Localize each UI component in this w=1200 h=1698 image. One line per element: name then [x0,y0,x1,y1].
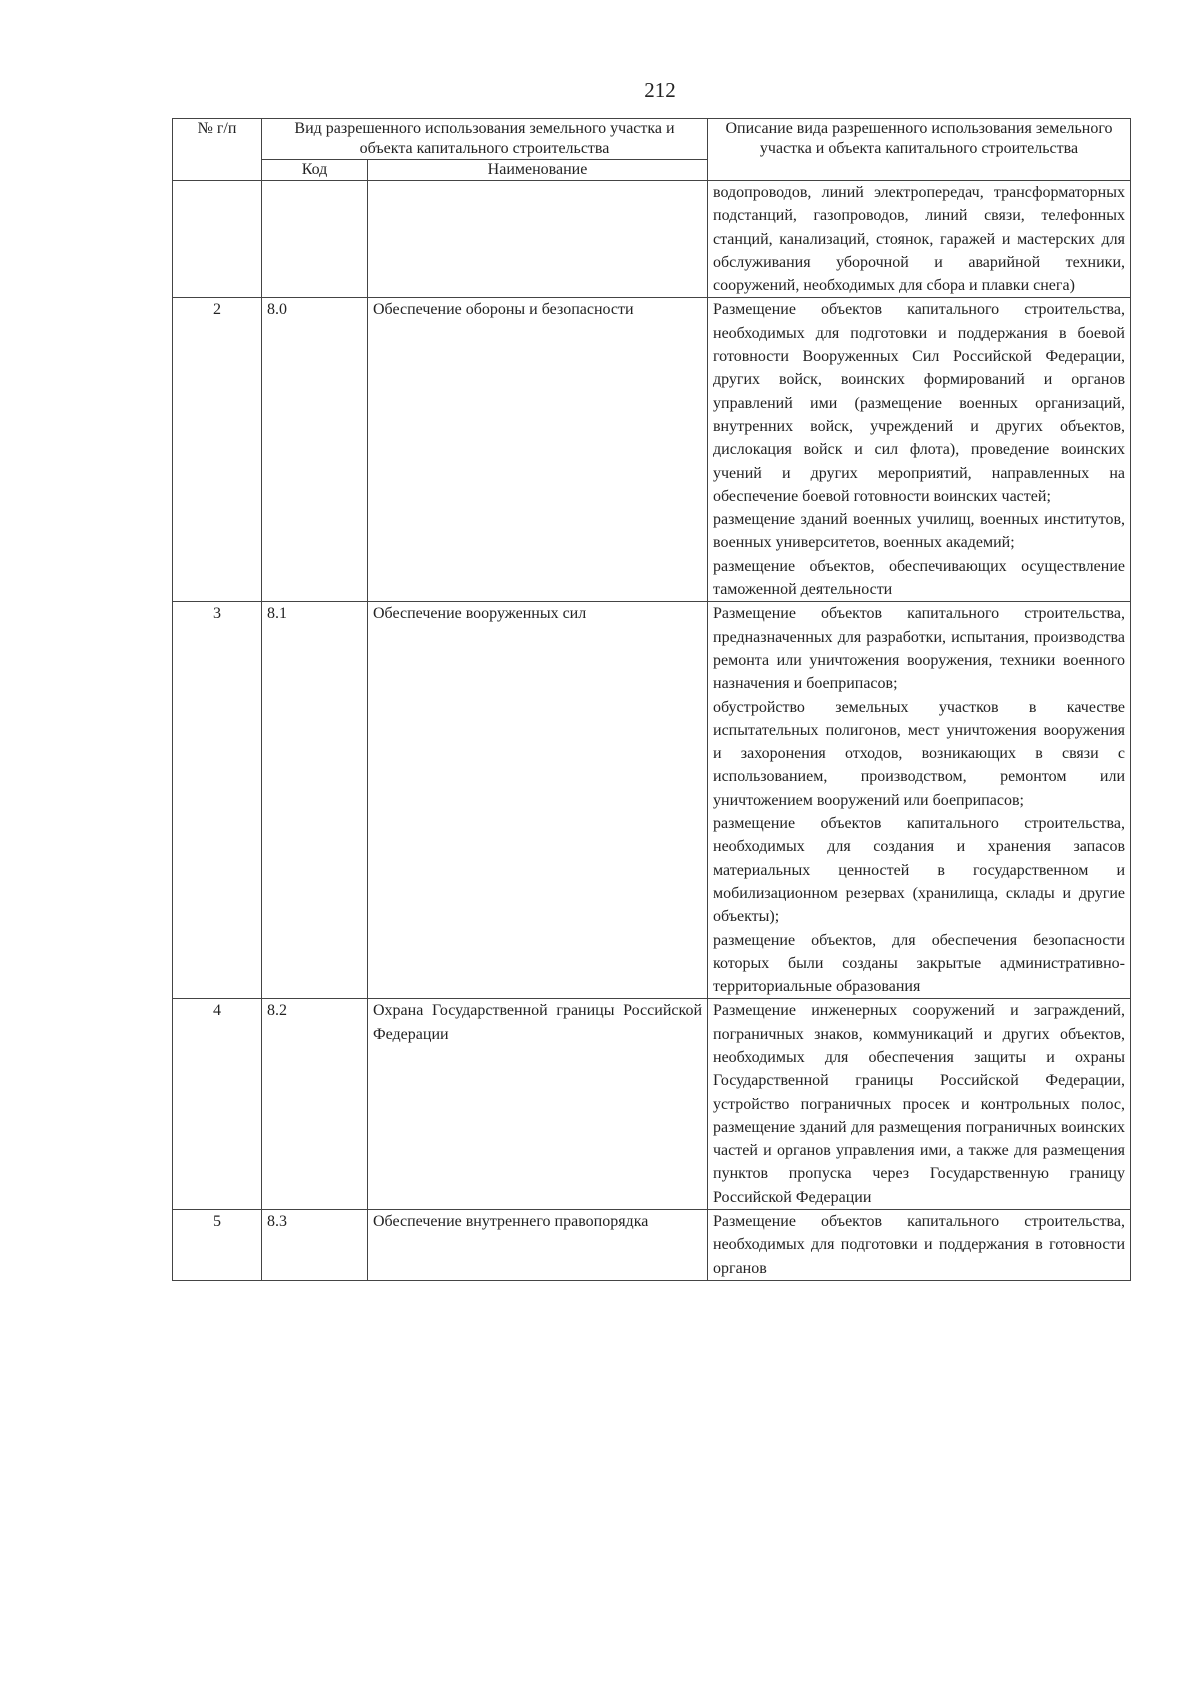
header-desc: Описание вида разрешенного использования земельного участка и объекта капитального строительства [708,119,1131,181]
desc-paragraph: размещение объектов, обеспечивающих осуществление таможенной деятельности [713,557,1125,599]
header-vid: Вид разрешенного использования земельного участка и объекта капитального строительства [262,119,708,160]
desc-paragraph: Размещение объектов капитального строительства, необходимых для подготовки и поддержания в готовности органов [713,1213,1125,1277]
desc-paragraph: размещение объектов капитального строительства, необходимых для создания и хранения запасов материальных ценностей в государственном и мобилизационном резервах (хранилища, склады и другие объекты); [713,815,1125,926]
row-code: 8.3 [262,1210,368,1281]
row-code: 8.0 [262,298,368,602]
page-number: 212 [644,78,676,102]
table-row [173,999,1131,1210]
row-name: Обеспечение внутреннего правопорядка [368,1210,708,1281]
row-name: Обеспечение вооруженных сил [368,602,708,999]
row-code: 8.2 [262,999,368,1210]
desc-paragraph: размещение зданий военных училищ, военных институтов, военных университетов, военных академий; [713,511,1125,552]
row-num: 2 [173,298,262,602]
header-name: Наименование [368,160,708,181]
row-name: Охрана Государственной границы Российской Федерации [368,999,708,1210]
desc-paragraph: размещение объектов, для обеспечения безопасности которых были созданы закрытые административно-территориальные образования [713,931,1125,996]
header-code: Код [262,160,368,181]
table-header-row [173,119,1131,160]
row-code: 8.1 [262,602,368,999]
header-num: № г/п [173,119,262,181]
row-name: Обеспечение обороны и безопасности [368,298,708,602]
row-desc [708,999,1131,1210]
row-num: 5 [173,1210,262,1281]
desc-paragraph: Размещение объектов капитального строительства, предназначенных для разработки, испытания, производства ремонта или уничтожения вооружения, техники военного назначения и боеприпасов; [713,605,1125,693]
land-use-table [172,118,1131,1281]
desc-paragraph: Размещение объектов капитального строительства, необходимых для подготовки и поддержания в боевой готовности Вооруженных Сил Российской Федерации, других войск, воинских формирований и органов управлений ими (размещение военных организаций, внутренних войск, учреждений и других объектов, дислокация войск и сил флота), проведение воинских учений и других мероприятий, направленных на обеспечение боевой готовности воинских частей; [713,301,1125,505]
row-num: 4 [173,999,262,1210]
table-row [173,1210,1131,1281]
row-num [173,181,262,298]
row-desc [708,298,1131,602]
row-desc [708,1210,1131,1281]
row-name [368,181,708,298]
table-row [173,602,1131,999]
row-desc [708,602,1131,999]
desc-paragraph: Размещение инженерных сооружений и заграждений, пограничных знаков, коммуникаций и других объектов, необходимых для обеспечения защиты и охраны Государственной границы Российской Федерации, устройство пограничных просек и контрольных полос, размещение зданий для размещения пограничных воинских частей и органов управления ими, а также для размещения пунктов пропуска через Государственную границу Российской Федерации [713,1002,1125,1206]
row-code [262,181,368,298]
desc-paragraph: обустройство земельных участков в качестве испытательных полигонов, мест уничтожения вооружения и захоронения отходов, возникающих в связи с использованием, производством, ремонтом или уничтожением вооружений или боеприпасов; [713,698,1125,809]
table-row [173,181,1131,298]
row-desc [708,181,1131,298]
table-row [173,298,1131,602]
desc-paragraph: водопроводов, линий электропередач, трансформаторных подстанций, газопроводов, линий связи, телефонных станций, канализаций, стоянок, гаражей и мастерских для обслуживания уборочной и аварийной техники, сооружений, необходимых для сбора и плавки снега) [713,184,1125,295]
row-num: 3 [173,602,262,999]
